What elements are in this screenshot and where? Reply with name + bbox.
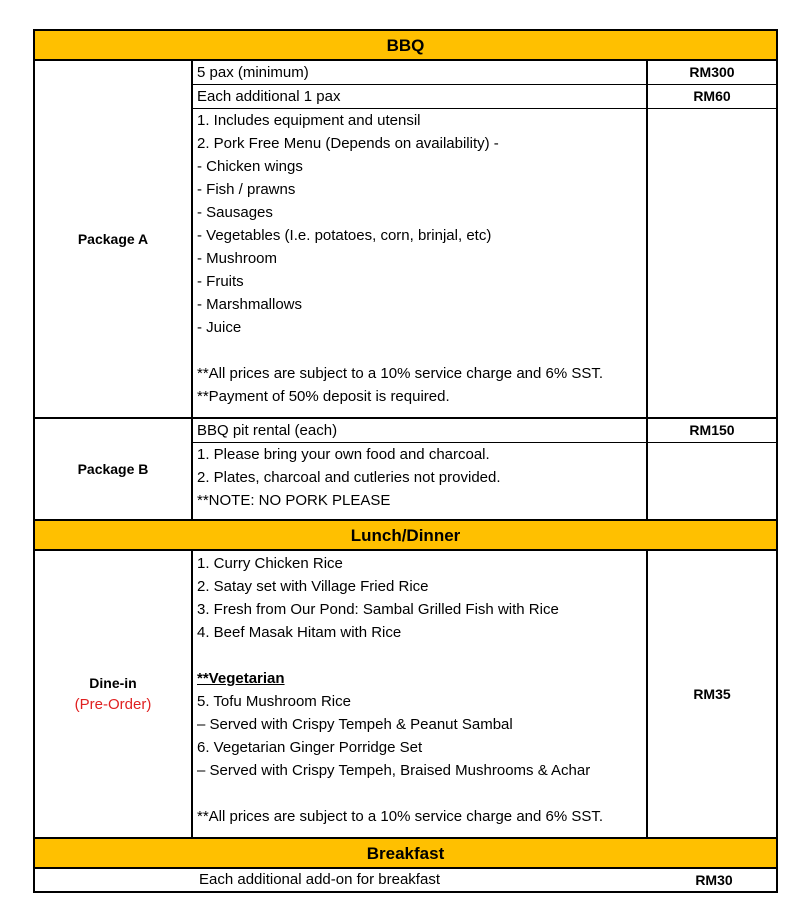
dine-in-menu xyxy=(193,551,648,837)
vegetarian-items xyxy=(197,690,646,828)
table-row xyxy=(193,85,776,109)
detail-line: – Served with Crispy Tempeh, Braised Mushrooms & Achar xyxy=(197,762,591,779)
package-b-details-row xyxy=(193,443,776,519)
detail-line: 2. Satay set with Village Fried Rice xyxy=(197,578,429,595)
detail-line: 2. Pork Free Menu (Depends on availability) - xyxy=(197,135,499,152)
detail-line: 1. Curry Chicken Rice xyxy=(197,555,343,572)
detail-line: - Fish / prawns xyxy=(197,181,296,198)
package-a-details-row xyxy=(193,109,776,417)
detail-line: - Mushroom xyxy=(197,250,278,267)
row-price: RM60 xyxy=(693,88,731,104)
detail-line: 5. Tofu Mushroom Rice xyxy=(197,693,351,710)
detail-line xyxy=(197,644,646,667)
breakfast-price: RM30 xyxy=(695,872,733,888)
detail-line: – Served with Crispy Tempeh & Peanut Sambal xyxy=(197,716,513,733)
package-a-label: Package A xyxy=(35,61,193,417)
row-desc: BBQ pit rental (each) xyxy=(193,419,648,442)
dine-in-row xyxy=(193,551,776,837)
detail-line: - Juice xyxy=(197,319,242,336)
breakfast-desc: Each additional add-on for breakfast xyxy=(199,871,440,888)
detail-line: **All prices are subject to a 10% service charge and 6% SST. xyxy=(197,365,604,382)
section-header-lunch: Lunch/Dinner xyxy=(35,521,776,551)
detail-line: - Chicken wings xyxy=(197,158,303,175)
package-a-details xyxy=(193,109,648,417)
detail-line: 4. Beef Masak Hitam with Rice xyxy=(197,624,402,641)
row-price: RM150 xyxy=(689,422,735,438)
detail-line: **NOTE: NO PORK PLEASE xyxy=(197,492,391,509)
detail-line: - Vegetables (I.e. potatoes, corn, brinjal, etc) xyxy=(197,227,492,244)
row-desc: Each additional 1 pax xyxy=(193,85,648,108)
detail-line xyxy=(197,782,646,805)
vegetarian-heading: **Vegetarian xyxy=(197,670,285,687)
price-table xyxy=(33,29,778,893)
detail-line: **Payment of 50% deposit is required. xyxy=(197,388,450,405)
detail-line: - Fruits xyxy=(197,273,244,290)
dine-in-label-cell xyxy=(35,551,193,837)
package-a-group xyxy=(35,61,776,419)
dine-in-label: Dine-in xyxy=(89,675,137,691)
section-header-breakfast: Breakfast xyxy=(35,839,776,869)
table-row xyxy=(193,419,776,443)
detail-line: - Sausages xyxy=(197,204,273,221)
table-row xyxy=(193,61,776,85)
section-header-bbq: BBQ xyxy=(35,31,776,61)
dine-in-group xyxy=(35,551,776,839)
breakfast-row xyxy=(35,869,776,891)
dine-in-price: RM35 xyxy=(693,685,731,702)
pre-order-note: (Pre-Order) xyxy=(74,696,152,713)
detail-line: 6. Vegetarian Ginger Porridge Set xyxy=(197,739,423,756)
detail-line xyxy=(197,339,646,362)
empty-price-cell xyxy=(648,443,776,519)
package-b-details xyxy=(193,443,648,519)
package-b-label: Package B xyxy=(35,419,193,519)
row-price: RM300 xyxy=(689,64,735,80)
detail-line: **All prices are subject to a 10% service charge and 6% SST. xyxy=(197,808,604,825)
detail-line: 2. Plates, charcoal and cutleries not provided. xyxy=(197,469,501,486)
detail-line: - Marshmallows xyxy=(197,296,303,313)
empty-price-cell xyxy=(648,109,776,417)
detail-line: 3. Fresh from Our Pond: Sambal Grilled Fish with Rice xyxy=(197,601,559,618)
row-desc: 5 pax (minimum) xyxy=(193,61,648,84)
package-b-group xyxy=(35,419,776,521)
detail-line: 1. Please bring your own food and charcoal. xyxy=(197,446,490,463)
detail-line: 1. Includes equipment and utensil xyxy=(197,112,421,129)
lunch-items xyxy=(197,552,646,667)
